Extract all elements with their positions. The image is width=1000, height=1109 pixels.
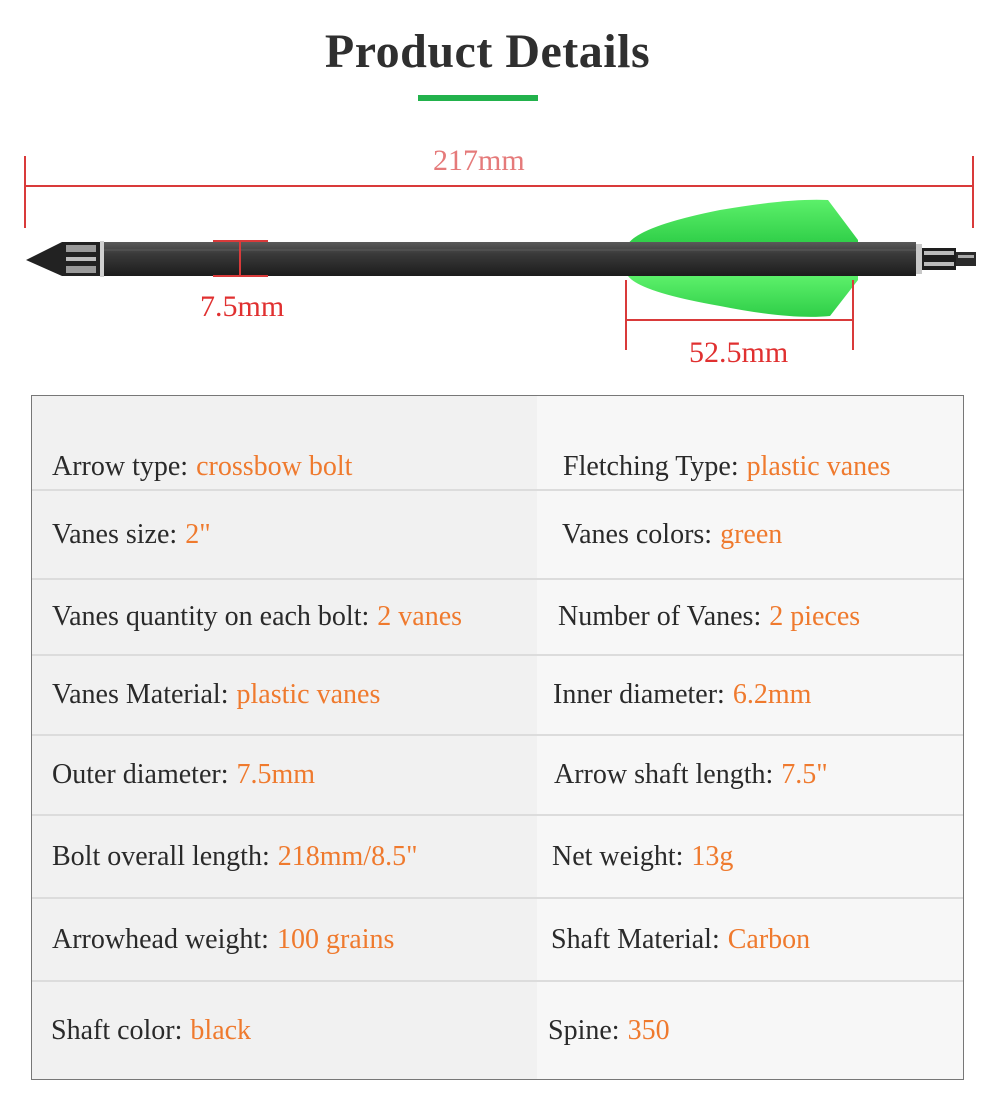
spec-value: 7.5mm [236,759,316,790]
spec-label: Shaft Material: [551,923,720,955]
spec-table [31,395,964,1080]
spec-cell [554,736,828,814]
table-row [32,899,963,982]
spec-label: Vanes colors: [562,518,713,550]
table-row [32,396,963,491]
vane-length-label: 52.5mm [689,336,789,369]
spec-label: Net weight: [552,840,684,872]
spec-cell [52,736,315,814]
spec-value: plastic vanes [746,450,891,482]
table-row [32,580,963,656]
spec-cell [52,816,418,897]
spec-value: 2" [185,518,211,550]
spec-value: 6.2mm [732,679,812,710]
spec-cell [52,899,394,980]
spec-label: Arrow type: [52,450,189,482]
spec-cell [553,656,811,734]
table-row [32,656,963,736]
spec-value: crossbow bolt [196,450,353,482]
spec-cell [552,816,733,897]
spec-label: Vanes size: [52,518,178,550]
title-underline [418,95,538,101]
spec-value: 218mm/8.5" [277,840,418,872]
shaft-diameter-label: 7.5mm [200,290,285,323]
spec-label: Arrow shaft length: [554,759,774,790]
bolt-diagram [0,140,1000,380]
spec-value: 7.5" [781,759,828,790]
table-row [32,982,963,1079]
spec-label: Vanes quantity on each bolt: [52,601,370,632]
spec-value: 100 grains [276,923,395,955]
spec-value: plastic vanes [236,679,381,710]
spec-value: 350 [627,1014,670,1046]
spec-label: Shaft color: [51,1014,183,1046]
lower-vane [628,276,858,317]
spec-value: black [190,1014,252,1046]
spec-value: Carbon [727,923,811,955]
spec-label: Outer diameter: [52,759,229,790]
spec-label: Spine: [548,1014,620,1046]
spec-cell [52,580,462,654]
spec-value: 13g [691,840,734,872]
spec-cell [558,580,860,654]
spec-label: Bolt overall length: [52,840,270,872]
spec-label: Arrowhead weight: [52,923,269,955]
total-length-label: 217mm [433,144,525,177]
spec-value: 2 vanes [377,601,463,632]
nock [916,244,976,274]
upper-vane [628,200,858,244]
arrowhead [26,241,104,277]
table-row [32,736,963,816]
spec-label: Inner diameter: [553,679,725,710]
spec-label: Vanes Material: [52,679,229,710]
spec-cell [551,899,810,980]
spec-cell [562,491,782,578]
table-row [32,816,963,899]
page-title: Product Details [324,25,651,78]
spec-cell [548,982,670,1109]
spec-cell [52,656,380,734]
spec-value: green [720,518,783,550]
spec-cell [51,982,251,1109]
spec-cell [52,491,211,578]
table-row [32,491,963,580]
spec-label: Number of Vanes: [558,601,762,632]
spec-label: Fletching Type: [563,450,739,482]
spec-value: 2 pieces [769,601,861,632]
carbon-shaft [104,242,916,276]
